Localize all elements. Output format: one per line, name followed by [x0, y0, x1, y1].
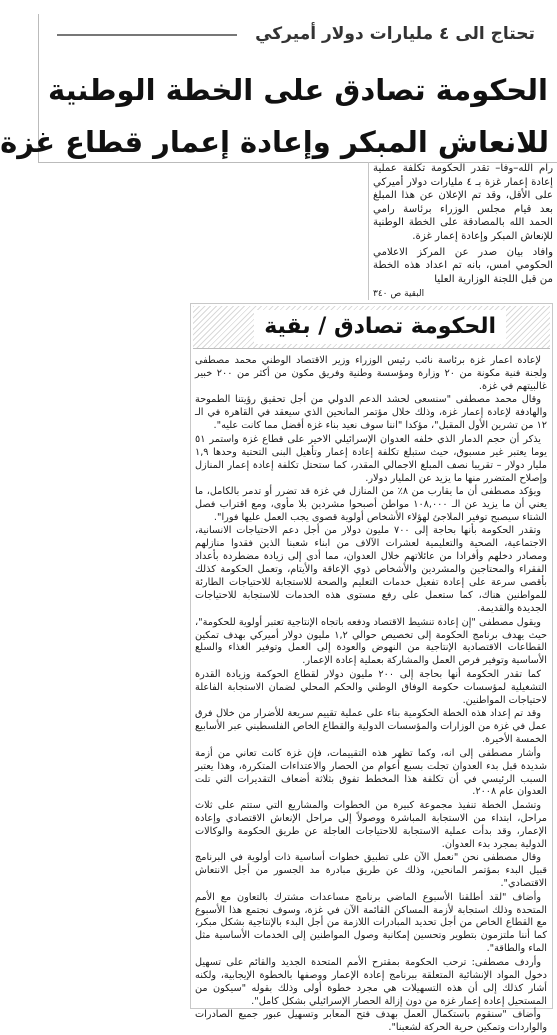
intro-paragraph: رام الله–وفا– تقدر الحكومة تكلفة عملية إعادة إعمار غزة بـ ٤ مليارات دولار أميركي على الأقل، وقد تم الإعلان عن هذا المبلغ بعد قيام مجلس الوزراء برئاسة رامي الحمد الله بالمصادقة على الخطة الوطنية للإنعاش المبكر وإعادة إعمار غزة. — [373, 163, 553, 242]
headline-line-1: الحكومة تصادق على الخطة الوطنية — [47, 73, 548, 107]
body-paragraph: يذكر أن حجم الدمار الذي خلفه العدوان الإسرائيلي الاخير على قطاع غزة واستمر ٥١ يوما يعتبر غير مسبوق، حيث ستبلغ تكلفة إعادة إعمار وتأهيل البنى التحتية وحدها ١,٩ مليار دولار – تقريبا نصف المبلغ الاجمالي المقدر، كما ستحتل تكلفة إعادة إعمار المنازل وإصلاح المتضرر منها ما يزيد عن المليار دولار. — [195, 433, 547, 484]
body-paragraph: كما تقدر الحكومة أنها بحاجة إلى ٢٠٠ مليون دولار لقطاع الحوكمة وزيادة القدرة التشغيلية لمؤسسات حكومة الوفاق الوطني والحكم المحلي لضمان الاستجابة الفاعلة لاحتياجات المواطنين. — [195, 668, 547, 706]
headline-line-2: للانعاش المبكر وإعادة إعمار قطاع غزة — [0, 125, 549, 159]
body-paragraph: وأضاف "سنقوم باستكمال العمل بهدف فتح المعابر وتسهيل عبور جميع الصادرات والواردات وتمكين حرية الحركة لشعبنا". — [195, 1009, 547, 1034]
body-paragraph: وأردف مصطفى: ترحب الحكومة بمقترح الأمم المتحدة الجديد والقائم على تسهيل دخول المواد الإنشائية المتعلقة ببرنامج إعادة الإعمار ووصفها بالخطوة الإيجابية، ولكنه أشار كذلك إلى أن هذه التسهيلات هي مجرد خطوة أولى وذلك بقوله "سيكون من المستحيل إعادة إعمار غزة من دون إزالة الحصار الإسرائيلي بشكل كامل". — [195, 956, 547, 1007]
body-paragraph: وقال محمد مصطفى "سنسعى لحشد الدعم الدولي من أجل تحقيق رؤيتنا الطموحة والهادفة لإعادة إعمار غزة، وذلك خلال مؤتمر المانحين الذي سيعقد في القاهرة في الـ ١٢ من تشرين الأول المقبل"، مؤكدا "اننا سوف نعيد بناء غزة أفضل مما كانت عليه". — [195, 394, 547, 432]
body-paragraph: ويقول مصطفى "إن إعادة تنشيط الاقتصاد ودفعه باتجاه الإنتاجية تعتبر أولوية للحكومة"، حيث يهدف برنامج الحكومة إلى تخصيص حوالي ١,٢ مليون دولار أميركي بهدف تمكين القطاعات الاقتصادية الإنتاجية من النهوض والعودة إلى العمل وتوفير الغذاء والسلع الأساسية وتوفير فرص العمل والمشاركة بعملية إعادة الإعمار. — [195, 616, 547, 667]
body-paragraph: ويؤكد مصطفى أن ما يقارب من ٨٪ من المنازل في غزة قد تضرر أو تدمر بالكامل، ما يعني أن ما يزيد عن الـ ١٠٨,٠٠٠ مواطن أصبحوا مشردين بلا مأوى، ومع اقتراب فصل الشتاء سيصبح توفير الملاجئ لهؤلاء الأشخاص أولوية قصوى يجب العمل عليها فورا". — [195, 486, 547, 523]
body-paragraph: وأضاف "لقد أطلقنا الأسبوع الماضي برنامج مساعدات مشترك بالتعاون مع الأمم المتحدة وذلك استجابة لأزمة المساكن القائمة الآن في غزة، وسوف نجتمع هذا الأسبوع مع القطاع الخاص من أجل تحديد المبادرات اللازمة من أجل البدء بالإنتاجية بشكل مبكر، كما أننا ملتزمون بتطوير وتحسين إمكانية وصول المواطنين إلى الخدمات الأساسية مثل الماء والطاقة". — [195, 891, 547, 955]
body-paragraph: وقد تم إعداد هذه الخطة الحكومية بناء على عملية تقييم سريعة للأضرار من خلال فرق عمل في غزة من الوزارات والمؤسسات الدولية والقطاع الخاص الفلسطيني عبر الأسابيع الخمسة الأخيرة. — [195, 708, 547, 746]
continued-note: البقية ص ٣٤٠ — [373, 289, 425, 300]
headline-block — [0, 14, 557, 163]
continuation-body — [191, 351, 552, 1035]
continuation-title: الحكومة تصادق / بقية — [254, 310, 506, 344]
body-paragraph: وقال مصطفى نحن "نعمل الآن على تطبيق خطوات أساسية ذات أولوية في البرنامج قبيل البدء بمؤتمر المانحين، وذلك عن طريق مبادرة مد الجسور من أجل الانتعاش الاقتصادي". — [195, 852, 547, 890]
intro-column — [368, 162, 553, 300]
intro-paragraph: وافاد بيان صدر عن المركز الاعلامي الحكومي امس، بانه تم اعداد هذه الخطة من قبل اللجنة الوزارية العليا — [373, 246, 553, 285]
body-paragraph: وأشار مصطفى إلى انه، وكما تظهر هذه التقييمات، فإن غزة كانت تعاني من أزمة شديدة قبل بدء العدوان تجلت بسبع أعوام من الحصار والاعتداءات المتكررة، وهذا يعتبر السبب الرئيسي في أن تكلفة هذا المخطط تفوق بثلاثة أضعاف التقديرات التي تلت العدوان عام ٢٠٠٨. — [195, 747, 547, 798]
body-paragraph: وتقدر الحكومة بأنها بحاجة إلى ٧٠٠ مليون دولار من أجل دعم الاحتياجات الانسانية، الاجتماعية، الصحية والتعليمية لعشرات الآلاف من ابناء شعبنا الذين فقدوا منازلهم ومصادر دخلهم وأفرادا من عائلاتهم خلال العدوان، مما أدى إلى زيادة مضطردة بأعداد الفقراء والمحتاجين والمشردين والأشخاص ذوي الإعاقة والأيتام، وتعمل الحكومة كذلك بأقصى سرعة على إعادة تفعيل خدمات التعليم والصحة للاستجابة للاحتياجات الطارئة للمواطنين هناك، كما ستعمل على رفع مستوى هذه الخدمات للاستجابة للاحتياجات الجديدة والقديمة. — [195, 525, 547, 615]
body-paragraph: وتشمل الخطة تنفيذ مجموعة كبيرة من الخطوات والمشاريع التي ستتم على ثلاث مراحل، ابتداء من الاستجابة المباشرة ووصولاً إلى مراحل الإنعاش الاقتصادي وإعادة الإعمار، وقد بدأت عملية الاستجابة للاحتياجات العاجلة عن طريق الحكومة والوكالات الدولية بمجرد بدء العدوان. — [195, 799, 547, 850]
kicker-rule — [57, 34, 237, 36]
body-paragraph: لإعادة اعمار غزة برئاسة نائب رئيس الوزراء وزير الاقتصاد الوطني محمد مصطفى ولجنة فنية مكونة من ٢٠ وزارة ومؤسسة وطنية وفريق مكون من أكثر من ٢٠٠ خبير غالبيتهم في غزة. — [195, 355, 547, 392]
continuation-header — [193, 306, 550, 349]
continuation-section — [190, 303, 553, 1034]
kicker: تحتاج الى ٤ مليارات دولار أميركي — [255, 24, 535, 44]
